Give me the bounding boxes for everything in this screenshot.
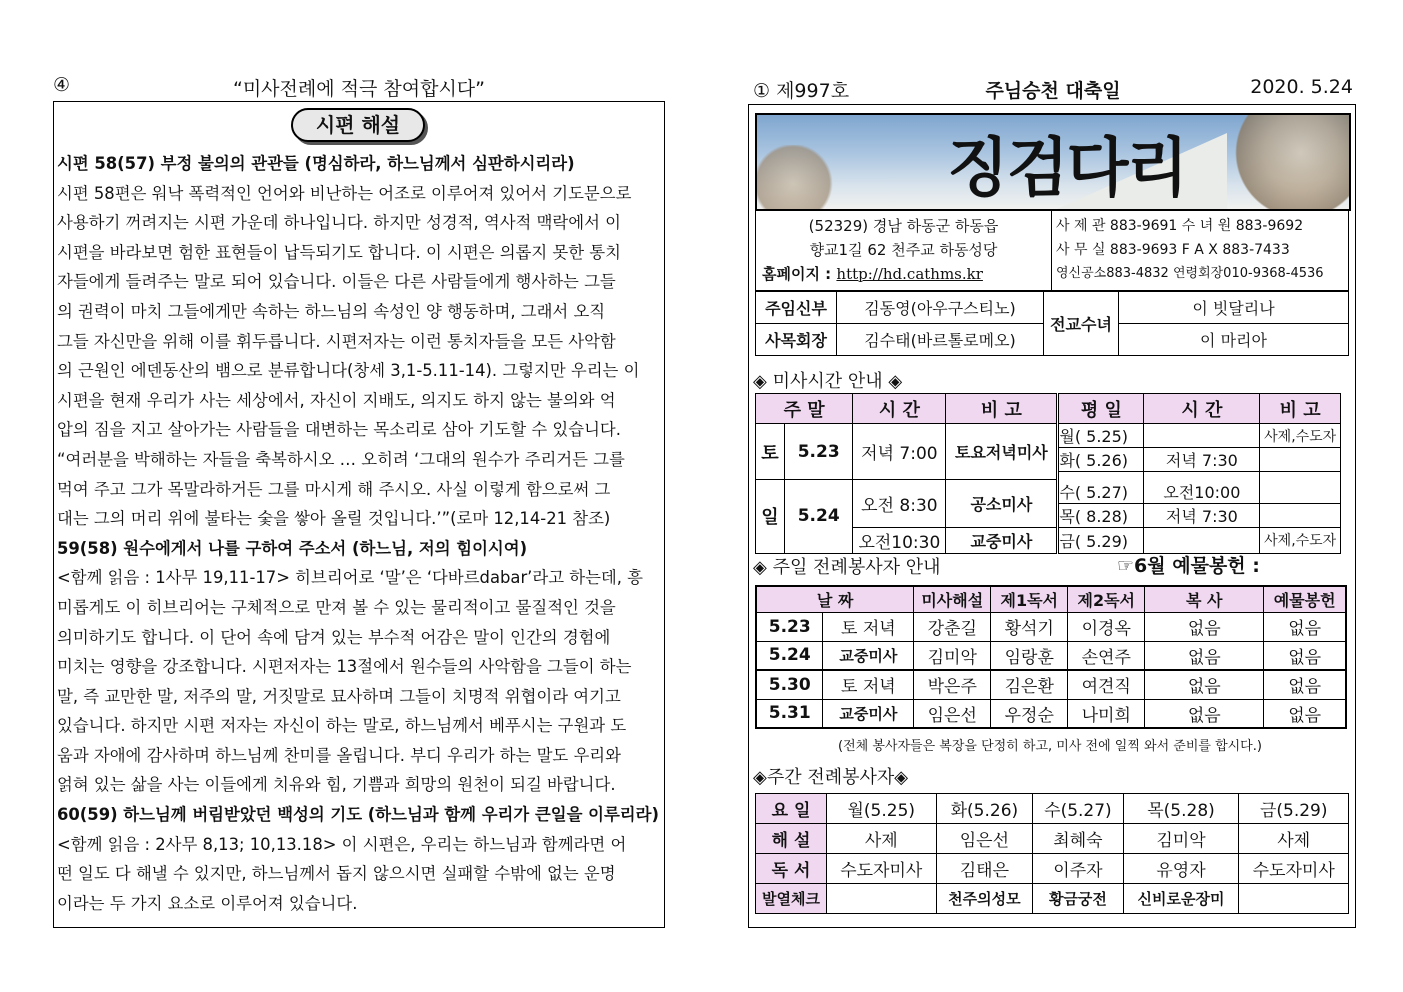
bulletin-box [748,104,1356,928]
servers-cell: 없음 [1145,670,1264,699]
servers-cell: 김미악 [914,641,991,670]
issue-date: 2020. 5.24 [1250,76,1353,98]
weekday: 금( 5.29) [1058,527,1144,553]
commentary-line: 미치는 영향을 강조합니다. 시편저자는 13절에서 원수들의 사악함을 그들이 하는 [57,657,632,677]
servers-cell: 없음 [1145,699,1264,728]
servers-note: (전체 봉사자들은 복장을 단정히 하고, 미사 전에 일찍 와서 준비를 합시다.) [838,739,1262,754]
commentary-line: 그들 자신만을 위해 이를 휘두릅니다. 시편저자는 이런 통치자들을 모든 사악함 [57,331,616,351]
weekly-cell [1239,884,1349,914]
weekday-time: 저녁 7:30 [1144,503,1260,527]
commentary-line: 시편을 현재 우리가 사는 세상에서, 자신이 지배도, 의지도 하지 않는 불의와 억 [57,390,616,410]
weekday-note [1260,448,1341,472]
issue-number: ① 제997호 [753,80,850,102]
address-line-1: (52329) 경남 하동군 하동읍 [808,217,999,235]
homepage-link[interactable]: http://hd.cathms.kr [836,265,983,283]
council-label: 사목회장 [756,324,837,356]
commentary-line: 자들에게 들려주는 말로 되어 있습니다. 이들은 다른 사람들에게 행사하는 그들 [57,272,616,292]
weekday-time: 오전10:00 [1144,480,1260,504]
servers-cell: 5.24 [756,641,823,670]
mass-header: 주 말 [756,394,853,424]
servers-row [756,670,1346,699]
commentary-line: 얽혀 있는 삶을 사는 이들에게 치유와 힘, 기쁨과 희망의 원천이 되길 바랍니다. [57,775,616,795]
servers-cell: 우정순 [991,699,1068,728]
servers-header: 미사해설 [914,586,991,612]
weekday-time: 저녁 7:30 [1144,448,1260,472]
weekly-cell: 사제 [1239,824,1349,854]
servers-cell: 5.31 [756,699,823,728]
weekday-time [1144,424,1260,448]
commentary-line: 의 근원인 에덴동산의 뱀으로 분류합니다(창세 3,1-5.11-14). 그렇지만 우리는 이 [57,361,640,381]
servers-cell: 없음 [1264,699,1346,728]
commentary-line: <함께 읽음 : 2사무 8,13; 10,13.18> 이 시편은, 우리는 하느님과 함께라면 어 [57,834,627,854]
weekday-note [1260,503,1341,527]
servers-table [755,585,1347,729]
servers-cell: 교중미사 [823,641,914,670]
servers-header: 복 사 [1145,586,1264,612]
commentary-text [57,149,661,918]
commentary-line: “여러분을 박해하는 자들을 축복하시오 … 오히려 ‘그대의 원수가 주리거든 그를 [57,449,625,469]
servers-row [756,612,1346,641]
commentary-line: 있습니다. 하지만 시편 저자는 자신이 하는 말로, 하느님께서 베푸시는 구원과 도 [57,716,627,736]
servers-cell: 5.30 [756,670,823,699]
sister-label: 전교수녀 [1044,292,1119,356]
banner-image [755,113,1351,211]
servers-title: ◈ 주일 전례봉사자 안내 [753,557,941,578]
weekly-header-row [756,794,1349,824]
commentary-line: 떤 일도 다 해낼 수 있지만, 하느님께서 돕지 않으시면 실패할 수밖에 없는 운명 [57,864,616,884]
weekly-cell: 최혜숙 [1033,824,1123,854]
weekly-cell: 수도자미사 [1239,854,1349,884]
weekly-row [756,854,1349,884]
psalm-heading: 59(58) 원수에게서 나를 구하여 주소서 (하느님, 저의 힘이시여) [57,538,528,558]
mass-header: 비 고 [1260,394,1341,424]
sun-date: 5.24 [785,480,853,554]
offering-title: ☞6월 예물봉헌 : [1117,555,1260,577]
council-name: 김수태(바르톨로메오) [837,324,1044,356]
weekly-cell: 임은선 [936,824,1033,854]
weekly-cell: 수(5.27) [1033,794,1123,824]
servers-cell: 없음 [1264,612,1346,641]
sun-time: 오전 8:30 [853,480,946,528]
commentary-line: 움과 자애에 감사하며 하느님께 찬미를 올립니다. 부디 우리가 하는 말도 우리와 [57,745,621,765]
weekday: 화( 5.26) [1058,448,1144,472]
sister-name: 이 마리아 [1119,324,1349,356]
servers-cell: 김은환 [991,670,1068,699]
sat-time: 저녁 7:00 [853,424,946,480]
pastor-label: 주임신부 [756,292,837,324]
weekly-row-label: 해 설 [756,824,827,854]
weekday-note [1260,480,1341,504]
sat-note: 토요저녁미사 [946,424,1058,480]
commentary-line: 먹여 주고 그가 목말라하거든 그를 마시게 해 주시오. 사실 이렇게 함으로써 그 [57,479,611,499]
commentary-line: 이라는 두 가지 요소로 이루어져 있습니다. [57,893,358,913]
weekly-row [756,824,1349,854]
sun-note: 교중미사 [946,527,1058,553]
weekday: 목( 8.28) [1058,503,1144,527]
servers-cell: 나미희 [1068,699,1145,728]
commentary-line: 시편을 바라보면 험한 표현들이 납득되기도 합니다. 이 시편은 의롭지 못한 통치 [57,242,621,262]
servers-cell: 여견직 [1068,670,1145,699]
commentary-line: 사용하기 꺼려지는 시편 가운데 하나입니다. 하지만 성경적, 역사적 맥락에서 이 [57,213,621,233]
servers-header: 제2독서 [1068,586,1145,612]
servers-cell: 이경옥 [1068,612,1145,641]
weekly-cell: 목(5.28) [1123,794,1239,824]
weekly-cell [827,884,937,914]
contact-line: 사 무 실 883-9693 F A X 883-7433 [1056,242,1290,258]
sun-day: 일 [756,480,785,554]
mass-times-title: ◈ 미사시간 안내 ◈ [753,371,903,392]
section-title: 시편 해설 [291,108,425,142]
servers-cell: 없음 [1145,641,1264,670]
sat-date: 5.23 [785,424,853,480]
commentary-line: 압의 짐을 지고 살아가는 사람들을 대변하는 목소리로 삼아 기도할 수 있습니다. [57,420,621,440]
banner-title: 징검다리 [947,131,1187,206]
weekday: 수( 5.27) [1058,480,1144,504]
servers-cell: 박은주 [914,670,991,699]
contact-line: 영신공소883-4832 연령회장010-9368-4536 [1056,266,1324,281]
commentary-line: 의 권력이 마치 그들에게만 속하는 하느님의 속성인 양 행동하며, 그래서 오직 [57,301,606,321]
servers-row [756,641,1346,670]
commentary-line: 의미하기도 합니다. 이 단어 속에 담겨 있는 부수적 어감은 말이 인간의 경험에 [57,627,611,647]
sun-time: 오전10:30 [853,527,946,553]
servers-cell: 없음 [1264,641,1346,670]
weekly-cell: 유영자 [1123,854,1239,884]
sister-name: 이 빗달리나 [1119,292,1349,324]
parish-info [755,209,1349,291]
servers-cell: 교중미사 [823,699,914,728]
mass-header: 시 간 [853,394,946,424]
mass-header: 비 고 [946,394,1058,424]
servers-header: 제1독서 [991,586,1068,612]
servers-cell: 토 저녁 [823,612,914,641]
servers-cell: 임랑훈 [991,641,1068,670]
weekday: 월( 5.25) [1058,424,1144,448]
psalm-heading: 60(59) 하느님께 버림받았던 백성의 기도 (하느님과 함께 우리가 큰일을 이루리라) [57,805,659,825]
weekly-row [756,884,1349,914]
servers-header: 날 짜 [756,586,914,612]
weekly-cell: 수도자미사 [827,854,937,884]
feast-title: 주님승천 대축일 [985,80,1121,102]
psalm-heading: 시편 58(57) 부정 불의의 관관들 (명심하라, 하느님께서 심판하시리라) [57,154,575,173]
left-page-number: ④ [53,74,71,96]
psalm-commentary-box [53,101,665,928]
weekday-note: 사제,수도자 [1260,527,1341,553]
weekly-servers-table [755,793,1349,914]
weekly-cell: 천주의성모 [936,884,1033,914]
servers-cell: 없음 [1264,670,1346,699]
commentary-line: 대는 그의 머리 위에 불타는 숯을 쌓아 올릴 것입니다.’”(로마 12,14-21 참조) [57,509,611,529]
sat-day: 토 [756,424,785,480]
contact-line: 사 제 관 883-9691 수 녀 원 883-9692 [1056,218,1304,234]
slogan: “미사전례에 적극 참여합시다” [232,78,485,100]
weekly-servers-title: ◈주간 전례봉사자◈ [753,767,909,788]
right-page-header [753,76,1353,102]
pastor-name: 김동영(아우구스티노) [837,292,1044,324]
servers-cell: 5.23 [756,612,823,641]
mass-header: 시 간 [1144,394,1260,424]
servers-cell: 손연주 [1068,641,1145,670]
address-line-2: 향교1길 62 천주교 하동성당 [809,241,998,259]
mass-header: 평 일 [1058,394,1144,424]
servers-cell: 임은선 [914,699,991,728]
weekly-cell: 화(5.26) [936,794,1033,824]
weekly-row-label: 요 일 [756,794,827,824]
servers-header: 예물봉헌 [1264,586,1346,612]
weekly-row-label: 발열체크 [756,884,827,914]
homepage-label: 홈페이지 : [762,265,837,283]
weekly-cell: 사제 [827,824,937,854]
weekly-cell: 금(5.29) [1239,794,1349,824]
staff-table [755,291,1349,356]
weekday-note: 사제,수도자 [1260,424,1341,448]
commentary-line: 말, 즉 교만한 말, 저주의 말, 거짓말로 묘사하며 그들이 치명적 위협이라 여기고 [57,686,621,706]
weekly-cell: 김태은 [936,854,1033,884]
weekly-cell: 김미악 [1123,824,1239,854]
left-page-header [53,74,665,100]
servers-cell: 황석기 [991,612,1068,641]
servers-cell: 강춘길 [914,612,991,641]
sun-note: 공소미사 [946,480,1058,528]
mass-times-table [755,393,1341,554]
commentary-line: 미롭게도 이 히브리어는 구체적으로 만져 볼 수 있는 물리적이고 물질적인 것을 [57,597,616,617]
weekly-row-label: 독 서 [756,854,827,884]
weekly-cell: 월(5.25) [827,794,937,824]
commentary-line: <함께 읽음 : 1사무 19,11-17> 히브리어로 ‘말’은 ‘다바르dabar’라고 하는데, 흥 [57,568,644,588]
weekly-cell: 신비로운장미 [1123,884,1239,914]
weekly-cell: 이주자 [1033,854,1123,884]
weekly-cell: 황금궁전 [1033,884,1123,914]
servers-cell: 없음 [1145,612,1264,641]
commentary-line: 시편 58편은 워낙 폭력적인 언어와 비난하는 어조로 이루어져 있어서 기도문으로 [57,183,632,203]
servers-row [756,699,1346,728]
weekday-time [1144,527,1260,553]
servers-cell: 토 저녁 [823,670,914,699]
